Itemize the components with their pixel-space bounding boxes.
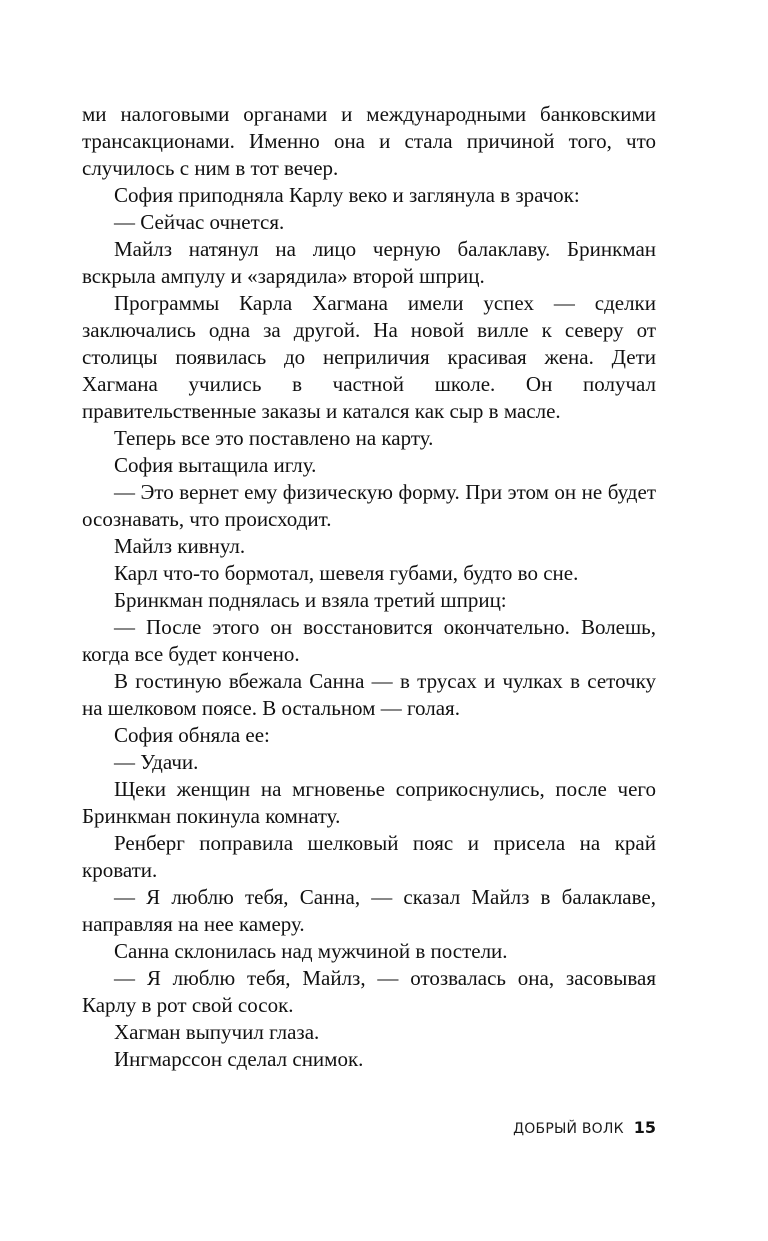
paragraph-20: — Я люблю тебя, Майлз, — отозвалась она, засовывая Карлу в рот свой сосок. <box>82 966 656 1017</box>
paragraph-21: Хагман выпучил глаза. <box>114 1020 320 1044</box>
paragraph-22: Ингмарссон сделал снимок. <box>114 1047 364 1071</box>
paragraph-17: Ренберг поправила шелковый пояс и присела на край кровати. <box>82 831 656 882</box>
paragraph-10: Карл что-то бормотал, шевеля губами, будто во сне. <box>114 561 579 585</box>
page-number: 15 <box>633 1118 656 1137</box>
page-footer <box>440 1118 656 1137</box>
paragraph-3: — Сейчас очнется. <box>114 210 285 234</box>
paragraph-6: Теперь все это поставлено на карту. <box>114 426 434 450</box>
paragraph-14: София обняла ее: <box>114 723 270 747</box>
running-title: ДОБРЫЙ ВОЛК <box>513 1121 624 1137</box>
paragraph-8: — Это вернет ему физическую форму. При этом он не будет осознавать, что происходит. <box>82 480 656 531</box>
paragraph-13: В гостиную вбежала Санна — в трусах и чулках в сеточку на шелковом поясе. В остальном — голая. <box>82 669 656 720</box>
paragraph-7: София вытащила иглу. <box>114 453 317 477</box>
paragraph-15: — Удачи. <box>114 750 199 774</box>
book-page-text <box>82 101 656 1073</box>
paragraph-1: ми налоговыми органами и международными банковскими трансакционами. Именно она и стала причиной того, что случилось с ним в тот вечер. <box>82 102 656 180</box>
paragraph-18: — Я люблю тебя, Санна, — сказал Майлз в балаклаве, направляя на нее камеру. <box>82 885 656 936</box>
paragraph-5: Программы Карла Хагмана имели успех — сделки заключались одна за другой. На новой вилле к северу от столицы появилась до неприличия красивая жена. Дети Хагмана учились в частной школе. Он получал правительственные заказы и катался как сыр в масле. <box>82 291 656 423</box>
paragraph-9: Майлз кивнул. <box>114 534 246 558</box>
paragraph-19: Санна склонилась над мужчиной в постели. <box>114 939 508 963</box>
paragraph-12: — После этого он восстановится окончательно. Волешь, когда все будет кончено. <box>82 615 656 666</box>
paragraph-4: Майлз натянул на лицо черную балаклаву. Бринкман вскрыла ампулу и «зарядила» второй шприц. <box>82 237 656 288</box>
paragraph-2: София приподняла Карлу веко и заглянула в зрачок: <box>114 183 580 207</box>
paragraph-16: Щеки женщин на мгновенье соприкоснулись, после чего Бринкман покинула комнату. <box>82 777 656 828</box>
paragraph-11: Бринкман поднялась и взяла третий шприц: <box>114 588 507 612</box>
